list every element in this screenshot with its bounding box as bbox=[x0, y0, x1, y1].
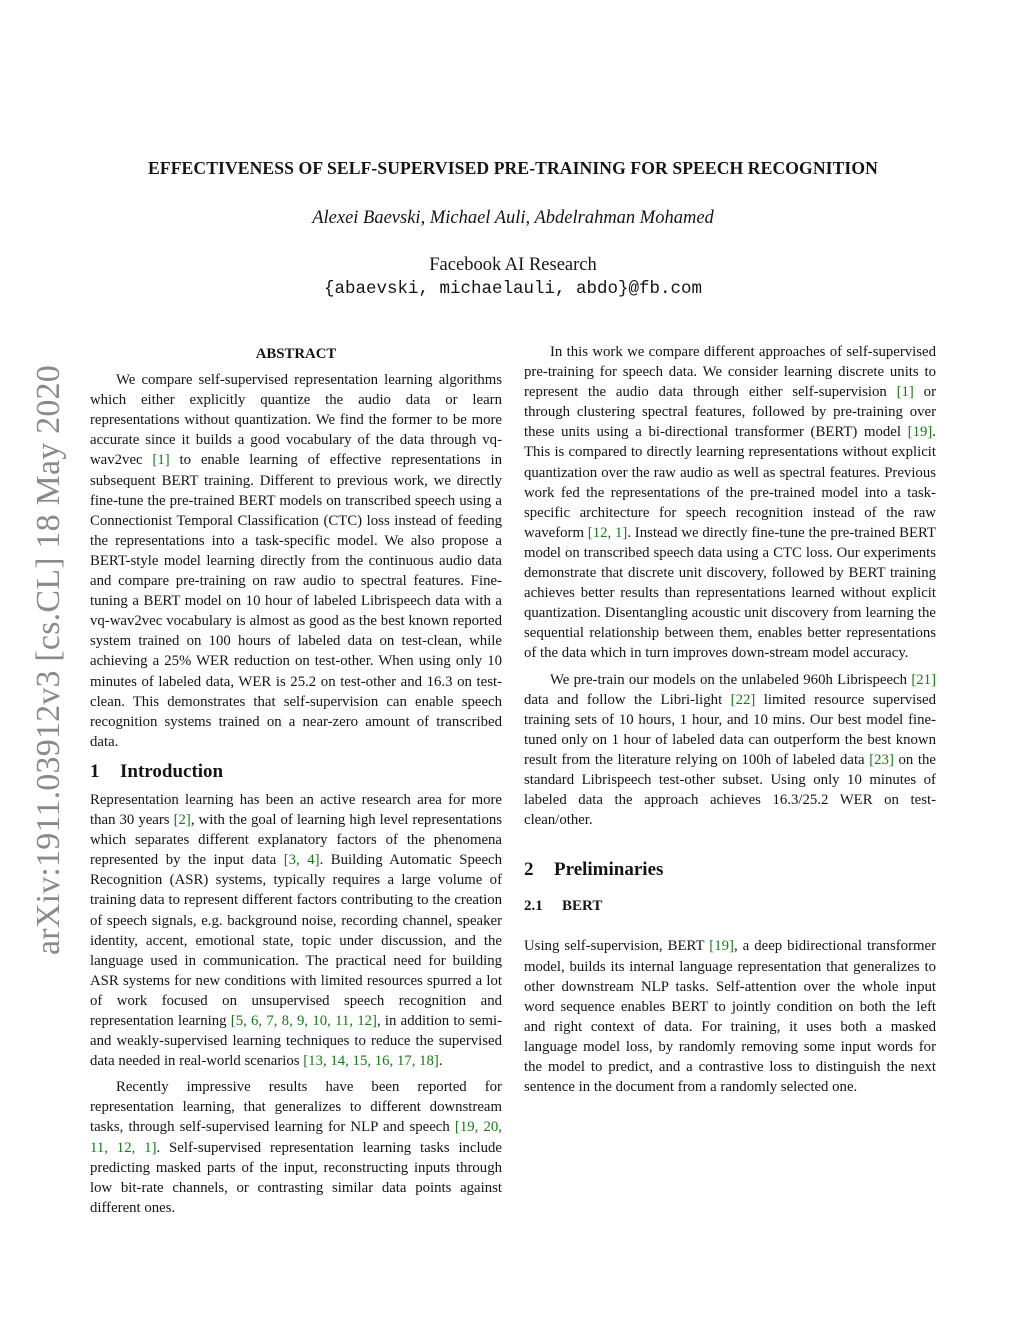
citation-link[interactable]: [1] bbox=[896, 384, 914, 401]
section-heading-preliminaries bbox=[524, 860, 936, 880]
abstract-heading: ABSTRACT bbox=[255, 346, 337, 362]
arxiv-id: arXiv:1911.03912v3 [cs.CL] 18 May 2020 bbox=[30, 365, 67, 955]
citation-link[interactable]: [1] bbox=[152, 452, 170, 469]
author-emails: {abaevski, michaelauli, abdo}@fb.com bbox=[323, 279, 703, 299]
citation-link[interactable]: [23] bbox=[869, 751, 894, 768]
body-text: In this work we compare different approaches of self-supervised pre-training for speech data. We consider learning discrete units to represent the audio data through either self-supervision bbox=[524, 344, 936, 401]
citation-link[interactable]: [21] bbox=[911, 671, 936, 688]
subsection-title: BERT bbox=[562, 898, 603, 915]
body-text: . Building Automatic Speech Recognition (ASR) systems, typically requires a large volume of training data to represent different factors contributing to the creation of speech signals, e.g. background noise, recording channel, speaker identity, accent, emotional state, topic under discussion, and the language used in communication. The practical need for building ASR systems for new conditions with limited resources spurred a lot of work focused on unsupervised speech recognition and representation learning bbox=[90, 852, 502, 1029]
citation-link[interactable]: [3, 4] bbox=[283, 852, 320, 869]
body-text: , a deep bidirectional transformer model, builds its internal language representation that generalizes to other downstream NLP tasks. Self-attention over the whole input word sequence enables BERT to jointly condition on both the left and right context of data. For training, it uses both a masked language model loss, by randomly removing some input words for the model to predict, and a contrastive loss to distinguish the next sentence in the document from a randomly selected one. bbox=[524, 938, 937, 1096]
intro-paragraph bbox=[524, 342, 936, 664]
intro-paragraph bbox=[90, 790, 502, 1071]
body-text: , in addition to semi- and weakly-supervised learning techniques to reduce the supervised data needed in real-world scenarios bbox=[90, 1013, 502, 1070]
section-heading-introduction bbox=[90, 762, 502, 782]
left-column bbox=[90, 342, 502, 1224]
body-text: on the standard Librispeech test-other subset. Using only 10 minutes of labeled data the approach achieves 16.3/25.2 WER on test-clean/other. bbox=[524, 751, 936, 829]
body-text: limited resource supervised training sets of 10 hours, 1 hour, and 10 mins. Our best model fine-tuned only on 1 hour of labeled data can outperform the best known result from the literature relying on 100h of labeled data bbox=[524, 691, 937, 768]
citation-link[interactable]: [12, 1] bbox=[587, 524, 628, 541]
body-text: , with the goal of learning high level representations which separates different explanatory factors of the phenomena represented by the input data bbox=[90, 812, 502, 869]
citation-link[interactable]: [22] bbox=[730, 691, 756, 708]
body-text: Representation learning has been an active research area for more than 30 years bbox=[90, 791, 502, 829]
section-number: 1 bbox=[90, 760, 100, 782]
citation-link[interactable]: [13, 14, 15, 16, 17, 18] bbox=[303, 1053, 439, 1070]
intro-paragraph bbox=[90, 1077, 502, 1218]
bert-paragraph bbox=[524, 936, 936, 1097]
body-text: Recently impressive results have been reported for representation learning, that generalizes to different downstream tasks, through self-supervised learning for NLP and speech bbox=[90, 1079, 502, 1136]
body-text: . This is compared to directly learning representations without explicit quantization over the raw audio as well as spectral features. Previous work fed the representations of the pre-trained model into a task-specific architecture for speech recognition instead of the raw waveform bbox=[524, 424, 936, 541]
section-title: Introduction bbox=[120, 760, 224, 782]
citation-link[interactable]: [19] bbox=[907, 424, 933, 441]
abstract-paragraph bbox=[90, 370, 502, 752]
subsection-number: 2.1 bbox=[524, 898, 543, 915]
body-text: We pre-train our models on the unlabeled 960h Librispeech bbox=[550, 671, 912, 688]
section-number: 2 bbox=[524, 859, 534, 881]
paper-title: EFFECTIVENESS OF SELF-SUPERVISED PRE-TRAINING FOR SPEECH RECOGNITION bbox=[148, 158, 878, 178]
citation-link[interactable]: [19, 20, 11, 12, 1] bbox=[90, 1119, 502, 1156]
abstract-text: to enable learning of effective representations in subsequent BERT training. Different to previous work, we directly fine-tune the pre-trained BERT models on transcribed speech using a Connectionist Temporal Classification (CTC) loss instead of feeding the representations into a task-specific model. We also propose a BERT-style model learning directly from the continuous audio data and compare pre-training on raw audio to spectral features. Fine-tuning a BERT model on 10 hour of labeled Librispeech data with a vq-wav2vec vocabulary is almost as good as the best known reported system trained on 100 hours of labeled data on test-clean, while achieving a 25% WER reduction on test-other. When using only 10 minutes of labeled data, WER is 25.2 on test-other and 16.3 on test-clean. This demonstrates that self-supervision can enable speech recognition systems trained on a near-zero amount of transcribed data. bbox=[90, 452, 502, 750]
body-text: . bbox=[438, 1053, 443, 1070]
citation-link[interactable]: [19] bbox=[709, 938, 734, 955]
abstract-text: We compare self-supervised representation learning algorithms which either explicitly quantize the audio data or learn representations without quantization. We find the former to be more accurate since it builds a good vocabulary of the data through vq-wav2vec bbox=[90, 372, 502, 469]
authors: Alexei Baevski, Michael Auli, Abdelrahman Mohamed bbox=[312, 208, 714, 228]
intro-paragraph bbox=[524, 670, 936, 831]
body-text: Using self-supervision, BERT bbox=[524, 938, 710, 955]
affiliation: Facebook AI Research bbox=[429, 255, 597, 275]
body-text: or through clustering spectral features, followed by pre-training over these units using a bi-directional transformer (BERT) model bbox=[524, 384, 936, 441]
citation-link[interactable]: [2] bbox=[173, 812, 191, 829]
body-text: . Self-supervised representation learning tasks include predicting masked parts of the input, reconstructing inputs through low bit-rate channels, or contrasting similar data points against different ones. bbox=[90, 1139, 502, 1216]
citation-link[interactable]: [5, 6, 7, 8, 9, 10, 11, 12] bbox=[230, 1013, 377, 1029]
body-text: . Instead we directly fine-tune the pre-trained BERT model on transcribed speech data using a CTC loss. Our experiments demonstrate that discrete unit discovery, followed by BERT training achieves better results than representations learned without explicit quantization. Disentangling acoustic unit discovery from learning the sequential relationship between them, enables better representations of the data which in turn improves down-stream model accuracy. bbox=[524, 524, 937, 662]
subsection-heading-bert bbox=[524, 896, 936, 916]
body-text: data and follow the Libri-light bbox=[524, 691, 731, 708]
section-title: Preliminaries bbox=[554, 859, 664, 881]
right-column bbox=[524, 342, 936, 1103]
